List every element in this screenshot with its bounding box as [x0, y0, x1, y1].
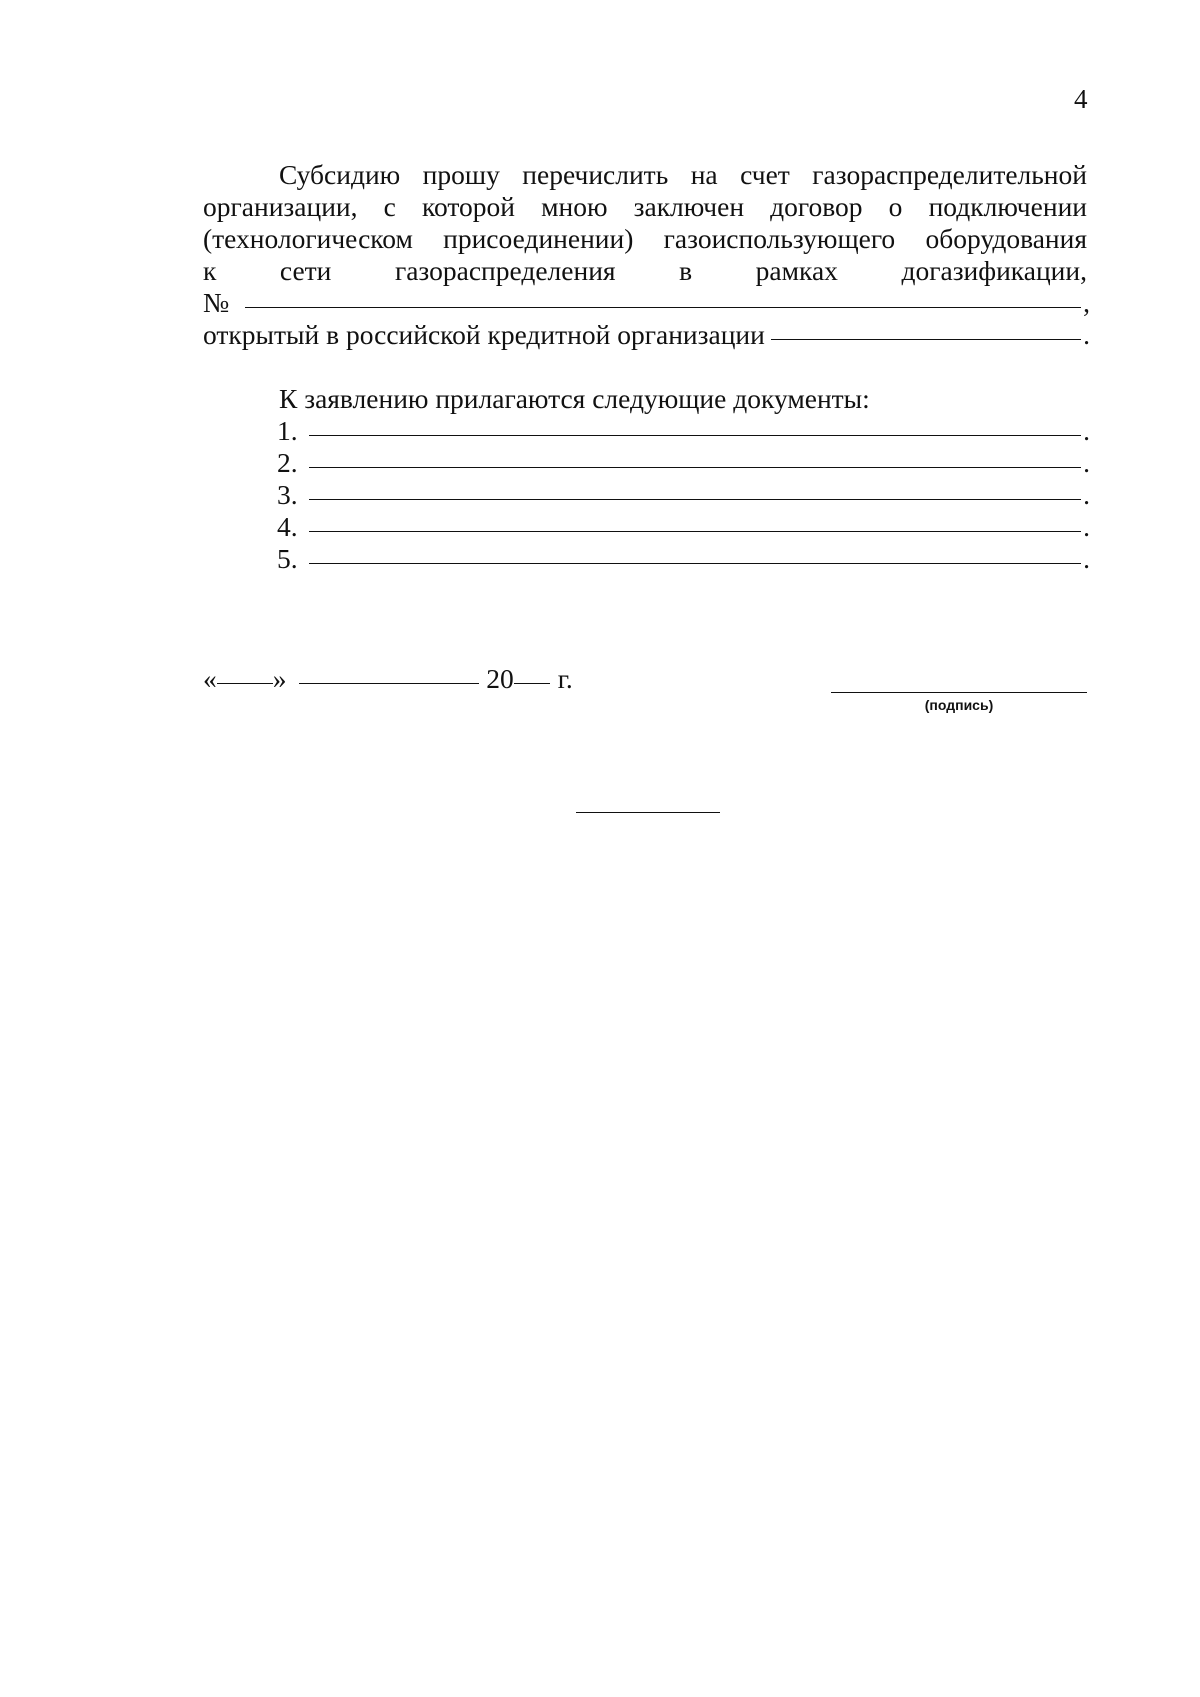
- attachment-item: [277, 415, 1090, 447]
- bank-account-period: .: [1083, 319, 1090, 350]
- attachment-item: [277, 511, 1090, 543]
- date-open-quote: «: [203, 663, 217, 694]
- month-blank: [299, 682, 479, 684]
- attachment-period: .: [1083, 543, 1090, 574]
- attachment-blank: [309, 530, 1081, 532]
- contract-number-row: [203, 287, 1090, 319]
- year-blank: [514, 682, 550, 684]
- attachment-period: .: [1083, 511, 1090, 542]
- page-number: 4: [1074, 84, 1088, 114]
- attachment-period: .: [1083, 447, 1090, 478]
- contract-number-comma: ,: [1083, 287, 1090, 318]
- attachment-number: 4.: [277, 511, 298, 542]
- attachment-number: 3.: [277, 479, 298, 510]
- attachment-blank: [309, 434, 1081, 436]
- attachment-period: .: [1083, 415, 1090, 446]
- date-close-quote: »: [272, 663, 287, 694]
- end-separator-line: [576, 812, 720, 813]
- attachment-item: [277, 479, 1090, 511]
- attachments-heading: К заявлению прилагаются следующие документы:: [279, 383, 870, 414]
- attachment-blank: [309, 562, 1081, 564]
- paragraph-line-3: (технологическом присоединении) газоиспользующего оборудования: [203, 223, 1087, 254]
- signature-line: [831, 692, 1087, 693]
- attachment-number: 1.: [277, 415, 298, 446]
- signature-caption: (подпись): [924, 697, 994, 713]
- attachment-number: 5.: [277, 543, 298, 574]
- day-blank: [217, 682, 273, 684]
- number-sign: №: [203, 287, 230, 318]
- contract-number-blank: [245, 306, 1081, 308]
- year-suffix: г.: [557, 663, 573, 694]
- year-prefix: 20: [486, 663, 514, 694]
- attachment-blank: [309, 498, 1081, 500]
- paragraph-line-2: организации, с которой мною заключен договор о подключении: [203, 191, 1087, 222]
- attachment-blank: [309, 466, 1081, 468]
- bank-name-blank: [771, 338, 1081, 340]
- paragraph-line-1: Субсидию прошу перечислить на счет газораспределительной: [279, 159, 1087, 190]
- bank-account-row: [203, 319, 1090, 351]
- bank-account-label: открытый в российской кредитной организации: [203, 319, 765, 350]
- attachment-number: 2.: [277, 447, 298, 478]
- attachment-item: [277, 447, 1090, 479]
- paragraph-line-4: к сети газораспределения в рамках догазификации,: [203, 255, 1087, 286]
- attachment-period: .: [1083, 479, 1090, 510]
- attachment-item: [277, 543, 1090, 575]
- date-line: [203, 663, 603, 695]
